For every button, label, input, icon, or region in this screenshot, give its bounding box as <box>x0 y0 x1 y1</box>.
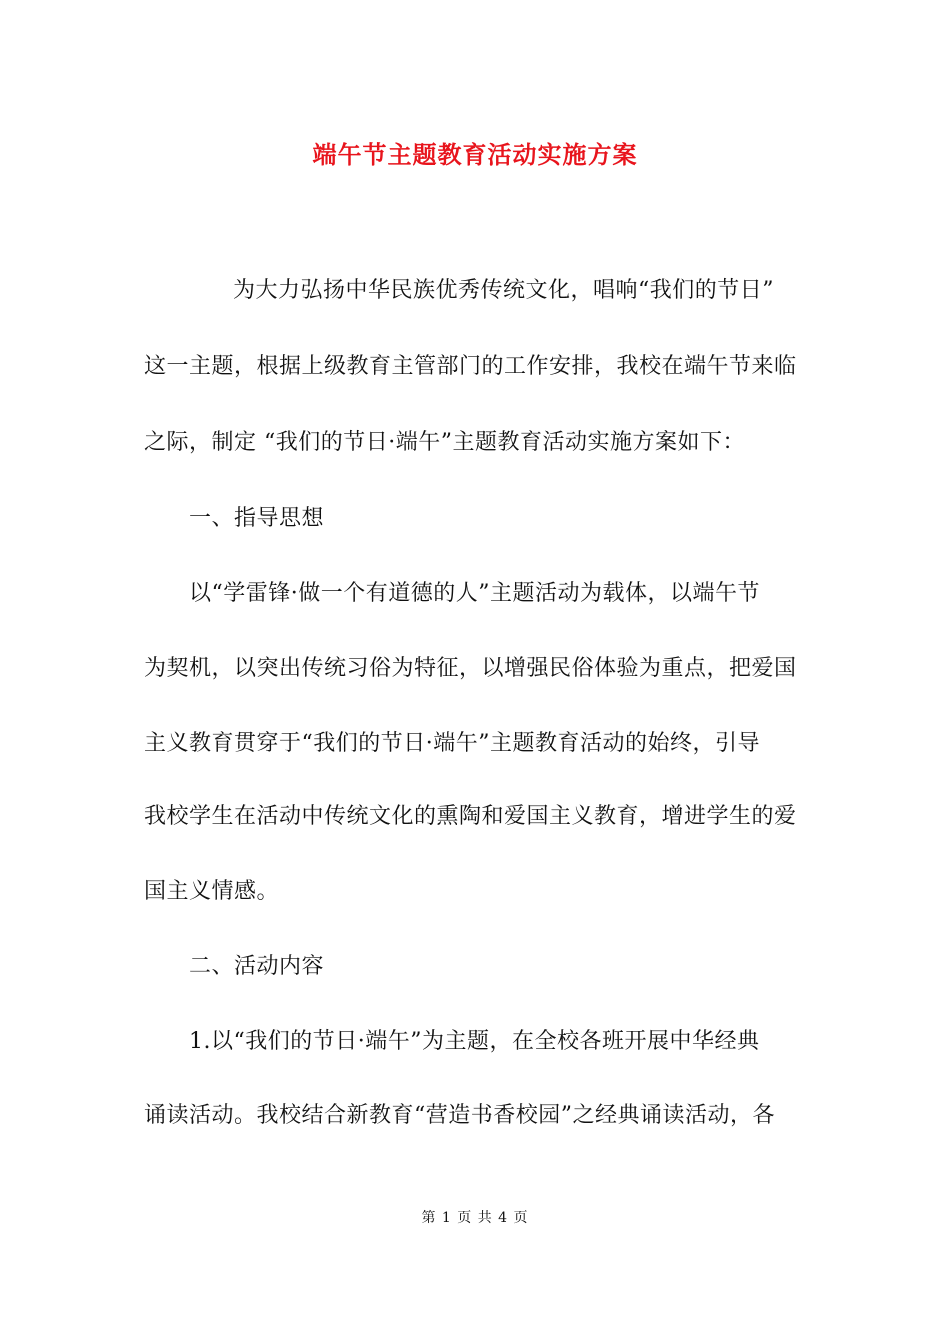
paragraph-line: 为契机，以突出传统习俗为特征，以增强民俗体验为重点，把爱国 <box>144 656 797 681</box>
paragraph-line: 诵读活动。我校结合新教育“营造书香校园”之经典诵读活动，各 <box>144 1103 775 1128</box>
paragraph-line: 以“学雷锋·做一个有道德的人”主题活动为载体，以端午节 <box>189 581 760 606</box>
paragraph-line: 这一主题，根据上级教育主管部门的工作安排，我校在端午节来临 <box>144 354 797 379</box>
paragraph-line: 为大力弘扬中华民族优秀传统文化，唱响“我们的节日” <box>233 278 774 303</box>
paragraph-line: 1.以“我们的节日·端午”为主题，在全校各班开展中华经典 <box>189 1029 760 1054</box>
page-number: 第 1 页 共 4 页 <box>421 1210 529 1226</box>
section-heading: 二、活动内容 <box>189 954 325 979</box>
paragraph-line: 国主义情感。 <box>144 879 280 904</box>
paragraph-line: 我校学生在活动中传统文化的熏陶和爱国主义教育，增进学生的爱 <box>144 804 797 829</box>
document-title: 端午节主题教育活动实施方案 <box>312 140 638 169</box>
section-heading: 一、指导思想 <box>189 506 325 531</box>
paragraph-line: 主义教育贯穿于“我们的节日·端午”主题教育活动的始终，引导 <box>144 731 760 756</box>
paragraph-line: 之际，制定 “我们的节日·端午”主题教育活动实施方案如下： <box>144 430 745 455</box>
